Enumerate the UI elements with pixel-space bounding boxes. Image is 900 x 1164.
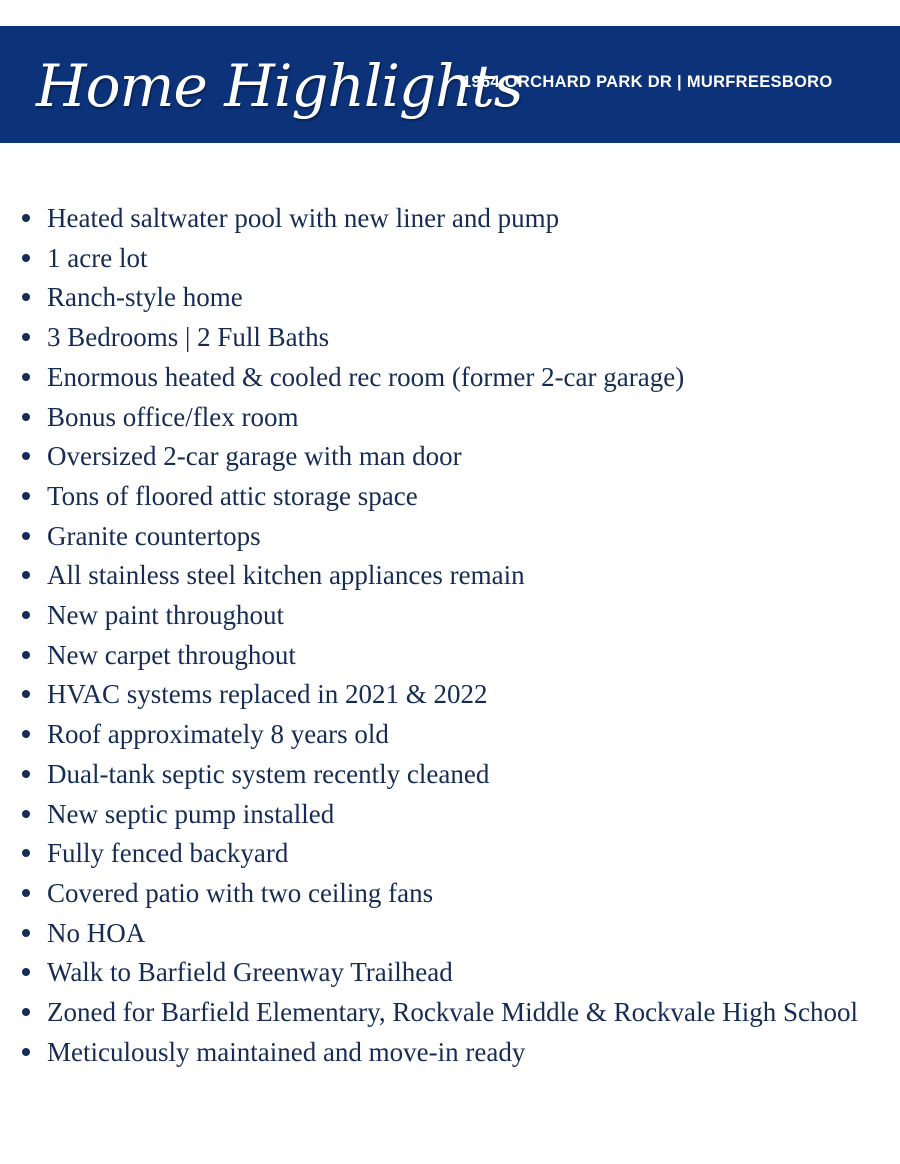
bullet-icon (22, 413, 30, 421)
list-item (0, 1033, 900, 1073)
bullet-icon (22, 532, 30, 540)
list-item (0, 556, 900, 596)
list-item-text: New paint throughout (47, 600, 284, 631)
list-item (0, 398, 900, 438)
list-item-text: Ranch-style home (47, 282, 243, 313)
bullet-icon (22, 492, 30, 500)
list-item-text: 3 Bedrooms | 2 Full Baths (47, 322, 330, 353)
list-item (0, 477, 900, 517)
bullet-icon (22, 214, 30, 222)
list-item (0, 795, 900, 835)
list-item (0, 715, 900, 755)
list-item-text: Oversized 2-car garage with man door (47, 441, 462, 472)
bullet-icon (22, 571, 30, 579)
bullet-icon (22, 730, 30, 738)
list-item-text: Heated saltwater pool with new liner and pump (47, 203, 560, 233)
list-item-text: Roof approximately 8 years old (47, 719, 389, 750)
bullet-icon (22, 254, 30, 262)
list-item (0, 755, 900, 795)
list-item (0, 358, 900, 398)
list-item (0, 437, 900, 477)
list-item-text: New carpet throughout (47, 639, 296, 670)
bullet-icon (22, 889, 30, 897)
bullet-icon (22, 333, 30, 341)
list-item-text: Granite countertops (47, 520, 261, 551)
list-item (0, 596, 900, 636)
list-item-text: All stainless steel kitchen appliances remain (47, 560, 525, 591)
list-item (0, 517, 900, 557)
list-item (0, 675, 900, 715)
list-item-text: Enormous heated & cooled rec room (former 2-car garage) (47, 361, 685, 392)
list-item-text: Walk to Barfield Greenway Trailhead (47, 957, 453, 988)
list-item-text: Covered patio with two ceiling fans (47, 877, 434, 908)
bullet-icon (22, 929, 30, 937)
bullet-icon (22, 373, 30, 381)
bullet-icon (22, 293, 30, 301)
list-item (0, 239, 900, 279)
header-banner (0, 26, 900, 143)
page-title: Home Highlights (36, 52, 523, 120)
list-item (0, 199, 900, 239)
list-item (0, 318, 900, 358)
highlights-list (0, 199, 900, 1072)
list-item (0, 874, 900, 914)
bullet-icon (22, 611, 30, 619)
list-item-text: Bonus office/flex room (47, 401, 299, 432)
bullet-icon (22, 1048, 30, 1056)
list-item (0, 953, 900, 993)
list-item (0, 993, 900, 1033)
list-item-text: New septic pump installed (47, 798, 335, 829)
list-item-text: 1 acre lot (47, 242, 148, 273)
bullet-icon (22, 968, 30, 976)
bullet-icon (22, 651, 30, 659)
bullet-icon (22, 810, 30, 818)
list-item-text: Meticulously maintained and move-in ready (47, 1036, 526, 1067)
bullet-icon (22, 1008, 30, 1016)
list-item (0, 914, 900, 954)
list-item-text: Tons of floored attic storage space (47, 480, 418, 511)
list-item-text: Zoned for Barfield Elementary, Rockvale Middle & Rockvale High School (47, 997, 859, 1028)
list-item-text: HVAC systems replaced in 2021 & 2022 (47, 679, 488, 710)
list-item-text: No HOA (47, 917, 146, 948)
property-address: 1964 ORCHARD PARK DR | MURFREESBORO (462, 73, 833, 91)
bullet-icon (22, 849, 30, 857)
bullet-icon (22, 452, 30, 460)
list-item (0, 636, 900, 676)
list-item (0, 278, 900, 318)
bullet-icon (22, 690, 30, 698)
list-item-text: Fully fenced backyard (47, 838, 289, 869)
bullet-icon (22, 770, 30, 778)
list-item (0, 834, 900, 874)
list-item-text: Dual-tank septic system recently cleaned (47, 758, 490, 789)
